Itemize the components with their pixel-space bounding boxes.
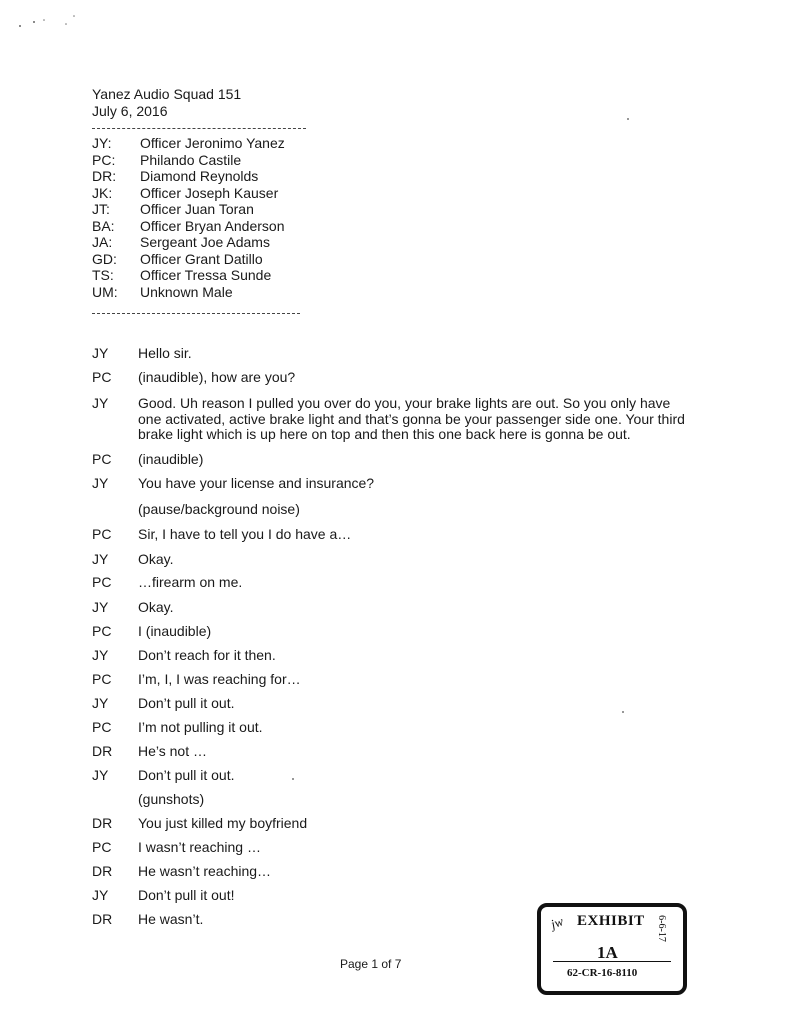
speaker-code: JY (92, 395, 109, 411)
stamp-rule (553, 961, 671, 962)
utterance-text: You have your license and insurance? (138, 475, 375, 491)
speaker-code: DR (92, 863, 113, 879)
legend-row (92, 284, 285, 301)
utterance-text: I (inaudible) (138, 623, 212, 639)
transcript-line (92, 527, 692, 543)
utterance-text: Don’t reach for it then. (138, 647, 276, 663)
stamp-number: 1A (597, 943, 618, 962)
utterance-text: Hello sir. (138, 345, 192, 361)
transcript-line (92, 552, 692, 568)
speaker-code: JY (92, 599, 109, 615)
speaker-code: PC (92, 671, 112, 687)
speaker-code: PC (92, 451, 112, 467)
transcript-line (92, 816, 692, 832)
legend-row (92, 135, 285, 152)
legend-row (92, 234, 285, 251)
speaker-code: PC (92, 839, 112, 855)
speaker-code: DR (92, 911, 113, 927)
legend-code: JA: (92, 234, 113, 250)
transcript-line (92, 888, 692, 904)
transcript-line (92, 502, 692, 518)
legend-name: Officer Juan Toran (140, 201, 254, 217)
legend-name: Diamond Reynolds (140, 168, 259, 184)
utterance-text: You just killed my boyfriend (138, 815, 308, 831)
legend-row (92, 152, 285, 169)
legend-row (92, 251, 285, 268)
speaker-code: PC (92, 574, 112, 590)
utterance-text: Okay. (138, 551, 174, 567)
legend-name: Officer Tressa Sunde (140, 267, 272, 283)
transcript-line (92, 452, 692, 468)
scan-specks (16, 12, 86, 32)
speaker-code: PC (92, 369, 112, 385)
utterance-text: Don’t pull it out! (138, 887, 235, 903)
speaker-code: PC (92, 719, 112, 735)
transcript-line (92, 370, 692, 386)
transcript-line (92, 864, 692, 880)
utterance-text: Good. Uh reason I pulled you over do you, your brake lights are out. So you only have one activated, active brake light and that’s gonna be your passenger side one. Your third brake light which is up here on top and then this one back here is gonna be out. (138, 395, 685, 442)
transcript-line (92, 476, 692, 492)
speaker-code: JY (92, 767, 109, 783)
utterance-text: Sir, I have to tell you I do have a… (138, 526, 352, 542)
legend-code: GD: (92, 250, 117, 267)
transcript-line (92, 696, 692, 712)
transcript-line (92, 744, 692, 760)
stamp-case-number: 62-CR-16-8110 (567, 967, 638, 979)
transcript-line (92, 575, 692, 591)
legend-row (92, 218, 285, 235)
speaker-code: JY (92, 647, 109, 663)
document-title: Yanez Audio Squad 151 (92, 86, 242, 102)
speaker-code (92, 792, 138, 808)
speaker-code: JY (92, 475, 109, 491)
legend-code: JT: (92, 201, 110, 217)
speaker-code: JY (92, 887, 109, 903)
legend-row (92, 168, 285, 185)
legend-name: Philando Castile (140, 151, 242, 168)
legend-code: JY: (92, 135, 112, 151)
speaker-code: DR (92, 815, 113, 831)
legend-name: Officer Bryan Anderson (140, 217, 285, 234)
speaker-legend (92, 135, 285, 300)
utterance-text: (inaudible), how are you? (138, 369, 296, 385)
utterance-text: He wasn’t reaching… (138, 863, 272, 879)
utterance-text: (pause/background noise) (138, 501, 300, 517)
utterance-text: I wasn’t reaching … (138, 839, 261, 855)
legend-code: BA: (92, 217, 115, 234)
utterance-text: …firearm on me. (138, 574, 243, 590)
transcript-line (92, 720, 692, 736)
transcript-line (92, 600, 692, 616)
utterance-text: I’m not pulling it out. (138, 719, 263, 735)
transcript-line (92, 396, 692, 443)
transcript-line (92, 672, 692, 688)
legend-name: Officer Joseph Kauser (140, 184, 279, 201)
document-header (92, 86, 241, 120)
speaker-code: DR (92, 743, 113, 759)
legend-code: UM: (92, 283, 118, 300)
utterance-text: He wasn’t. (138, 911, 204, 927)
stamp-initials: jw (548, 913, 566, 932)
exhibit-stamp (537, 903, 687, 995)
utterance-text: Don’t pull it out. (138, 695, 235, 711)
legend-name: Sergeant Joe Adams (140, 234, 270, 250)
transcript-line (92, 840, 692, 856)
legend-code: PC: (92, 151, 116, 168)
page-number: Page 1 of 7 (340, 957, 402, 971)
stamp-date: 6-6-17 (656, 915, 668, 942)
transcript-line (92, 648, 692, 664)
scan-speck (627, 118, 629, 120)
legend-row (92, 185, 285, 202)
transcript-line (92, 792, 692, 808)
legend-code: JK: (92, 184, 113, 201)
legend-name: Officer Jeronimo Yanez (140, 135, 285, 151)
utterance-text: He’s not … (138, 743, 207, 759)
speaker-code: JY (92, 695, 109, 711)
transcript-line (92, 768, 692, 784)
legend-code: DR: (92, 168, 117, 184)
utterance-text: I’m, I, I was reaching for… (138, 671, 301, 687)
speaker-code: JY (92, 345, 109, 361)
utterance-text: (inaudible) (138, 451, 204, 467)
legend-name: Officer Grant Datillo (140, 250, 263, 267)
speaker-code: JY (92, 551, 109, 567)
stamp-title: EXHIBIT (577, 913, 645, 929)
speaker-code: PC (92, 526, 112, 542)
divider-top (92, 128, 306, 129)
legend-name: Unknown Male (140, 283, 233, 300)
scan-speck (292, 778, 294, 780)
legend-row (92, 267, 285, 284)
legend-code: TS: (92, 267, 114, 283)
scan-speck (622, 711, 624, 713)
legend-row (92, 201, 285, 218)
transcript-line (92, 346, 692, 362)
utterance-text: (gunshots) (138, 791, 205, 807)
utterance-text: Okay. (138, 599, 174, 615)
transcript-line (92, 624, 692, 640)
speaker-code (92, 502, 138, 518)
document-date: July 6, 2016 (92, 103, 168, 119)
utterance-text: Don’t pull it out. (138, 767, 235, 783)
divider-bottom (92, 313, 300, 314)
speaker-code: PC (92, 623, 112, 639)
